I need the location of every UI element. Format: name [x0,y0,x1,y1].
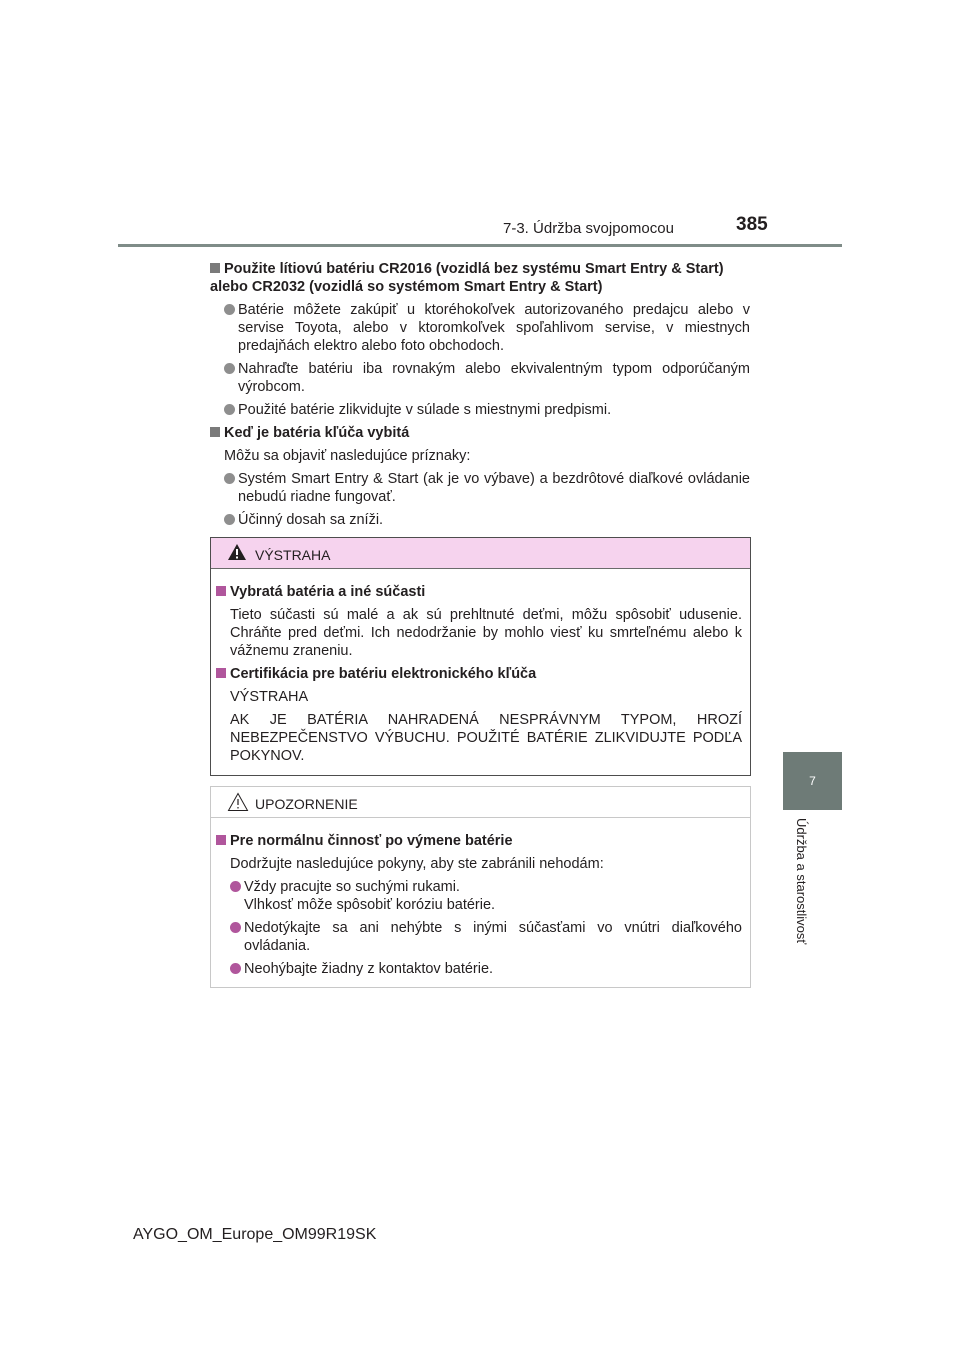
list-item: Účinný dosah sa zníži. [210,511,750,529]
caution-header [211,787,750,818]
chapter-side-label: Údržba a starostlivosť [794,818,809,945]
paragraph: Môžu sa objaviť nasledujúce príznaky: [224,448,471,464]
list-item: Nahraďte batériu iba rovnakým alebo ekvivalentným typom odporúčaným výrobcom. [210,360,750,396]
circle-bullet-icon [230,963,241,974]
main-content [210,260,750,529]
list-item: Batérie môžete zakúpiť u ktoréhokoľvek autorizovaného predajcu alebo v servise Toyota, alebo v ktoromkoľvek spoľahlivom servise, v miestnych predajňách elektro alebo foto obchodoch. [210,301,750,355]
list-item: Nedotýkajte sa ani nehýbte s inými súčasťami vo vnútri diaľkového ovládania. [216,919,742,955]
page-number: 385 [736,214,768,235]
section-heading-battery-type: Použite lítiovú batériu CR2016 (vozidlá bez systému Smart Entry & Start) alebo CR2032 (vozidlá so systémom Smart Entry & Start) [210,261,724,295]
circle-bullet-icon [230,881,241,892]
document-code: AYGO_OM_Europe_OM99R19SK [133,1226,377,1243]
caution-title: UPOZORNENIE [255,796,358,812]
circle-bullet-icon [224,473,235,484]
warning-triangle-icon [227,543,247,561]
warning-heading-parts: Vybratá batéria a iné súčasti [216,583,742,601]
section-title: 7-3. Údržba svojpomocou [503,220,674,237]
square-bullet-icon [216,668,226,678]
square-bullet-icon [216,586,226,596]
list-item: Systém Smart Entry & Start (ak je vo výbave) a bezdrôtové diaľkové ovládanie nebudú riadne fungovať. [210,470,750,506]
paragraph: VÝSTRAHA [230,689,309,705]
circle-bullet-icon [224,404,235,415]
circle-bullet-icon [224,514,235,525]
circle-bullet-icon [224,304,235,315]
caution-triangle-icon [227,792,249,812]
paragraph: Dodržujte nasledujúce pokyny, aby ste zabránili nehodám: [230,856,604,872]
square-bullet-icon [210,263,220,273]
paragraph: AK JE BATÉRIA NAHRADENÁ NESPRÁVNYM TYPOM, HROZÍ NEBEZPEČENSTVO VÝBUCHU. POUŽITÉ BATÉRIE ZLIKVIDUJTE PODĽA POKYNOV. [230,712,742,764]
list-item: Použité batérie zlikvidujte v súlade s miestnymi predpismi. [210,401,750,419]
header-divider [118,244,842,247]
warning-header [211,538,750,569]
warning-box [210,537,751,776]
warning-title: VÝSTRAHA [255,547,331,563]
chapter-tab: 7 [783,752,842,810]
list-item: Neohýbajte žiadny z kontaktov batérie. [216,960,742,978]
circle-bullet-icon [230,922,241,933]
square-bullet-icon [216,835,226,845]
section-heading-battery-low: Keď je batéria kľúča vybitá [210,424,750,442]
warning-heading-certification: Certifikácia pre batériu elektronického kľúča [216,665,742,683]
paragraph: Tieto súčasti sú malé a ak sú prehltnuté deťmi, môžu spôsobiť udusenie. Chráňte pred deťmi. Ich nedodržanie by mohlo viesť ku smrteľnému alebo k vážnemu zraneniu. [230,607,742,659]
caution-box [210,786,751,988]
list-item: Vždy pracujte so suchými rukami. Vlhkosť môže spôsobiť koróziu batérie. [216,878,742,914]
circle-bullet-icon [224,363,235,374]
caution-heading: Pre normálnu činnosť po výmene batérie [216,832,742,850]
square-bullet-icon [210,427,220,437]
